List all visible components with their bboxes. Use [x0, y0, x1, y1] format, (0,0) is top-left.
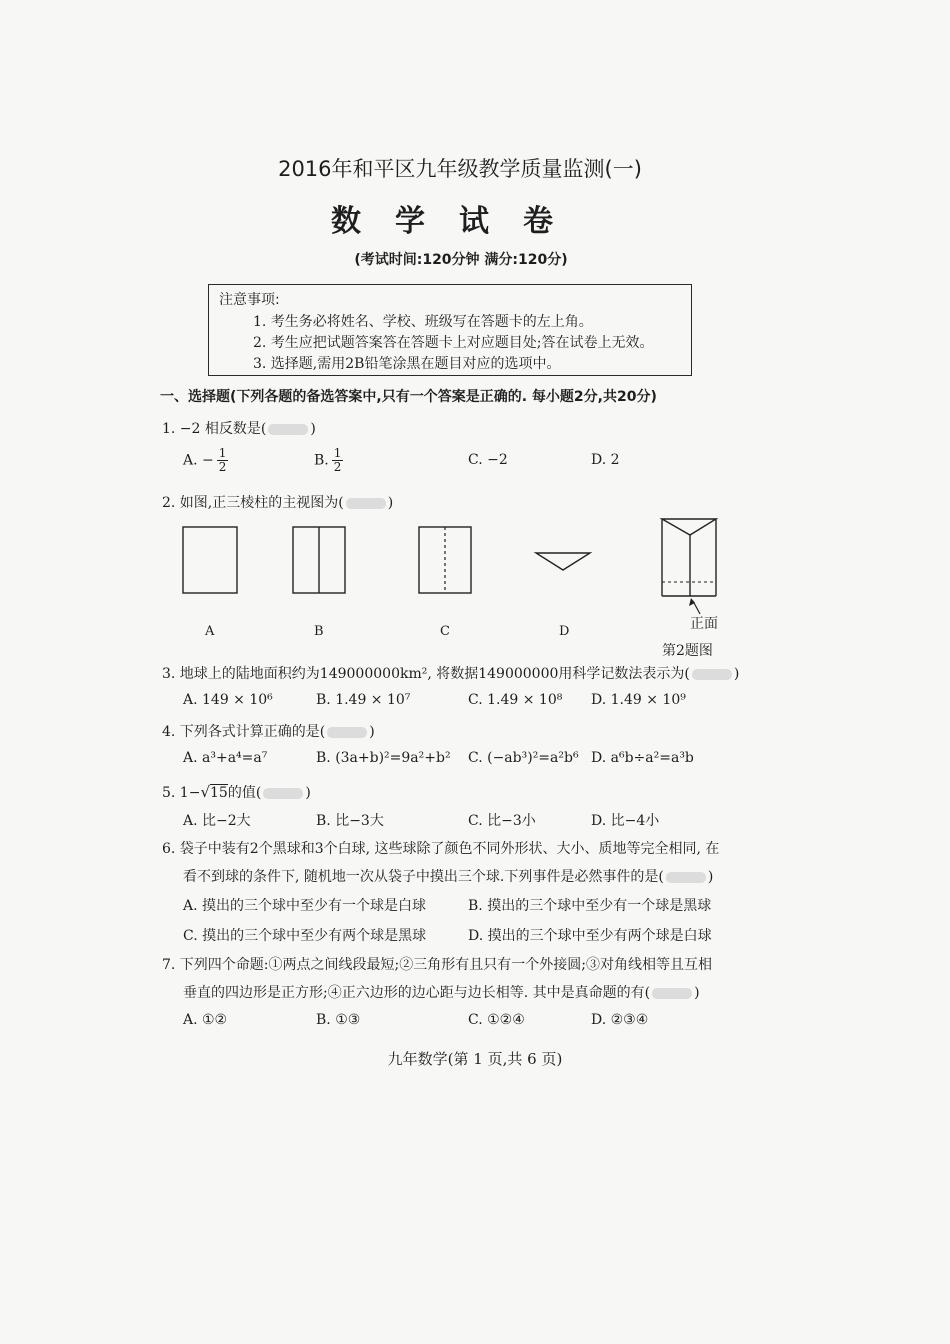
figure-caption: 第2题图 — [662, 643, 713, 659]
q4-option-d: D. a⁶b÷a²=a³b — [591, 750, 694, 766]
answer-blank — [327, 727, 367, 738]
question-4-stem: 4. 下列各式计算正确的是( ) — [162, 724, 375, 740]
figure-label-c: C — [440, 624, 450, 639]
prism-figure — [662, 519, 716, 614]
q7-option-a: A. ①② — [183, 1012, 228, 1028]
question-2-stem: 2. 如图,正三棱柱的主视图为( ) — [162, 495, 394, 511]
q7-option-b: B. ①③ — [316, 1012, 361, 1028]
exam-info: (考试时间:120分钟 满分:120分) — [354, 252, 568, 268]
exam-subject: 数学试卷 — [331, 204, 587, 239]
question-7-line-1: 7. 下列四个命题:①两点之间线段最短;②三角形有且只有一个外接圆;③对角线相等且互相 — [162, 957, 712, 973]
q3-option-d: D. 1.49 × 10⁹ — [591, 692, 686, 708]
q6-option-d: D. 摸出的三个球中至少有两个球是白球 — [468, 928, 712, 944]
figure-label-a: A — [205, 624, 215, 639]
question-3-stem: 3. 地球上的陆地面积约为149000000km², 将数据149000000用科学记数法表示为( ) — [162, 666, 740, 682]
q6-option-b: B. 摸出的三个球中至少有一个球是黑球 — [468, 898, 712, 914]
q4-option-b: B. (3a+b)²=9a²+b² — [316, 750, 451, 766]
notice-item-3: 3. 选择题,需用2B铅笔涂黑在题目对应的选项中。 — [253, 356, 561, 372]
question-1-stem: 1. −2 相反数是( ) — [162, 421, 316, 437]
question-5-stem: 5. 1−√15的值( ) — [162, 783, 311, 801]
page-footer: 九年数学(第 1 页,共 6 页) — [387, 1050, 563, 1068]
q1-option-b: B. $\frac{1}{2}$ — [314, 446, 342, 474]
notice-item-1: 1. 考生务必将姓名、学校、班级写在答题卡的左上角。 — [253, 314, 593, 330]
q4-option-c: C. (−ab³)²=a²b⁶ — [468, 750, 579, 766]
q5-option-d: D. 比−4小 — [591, 813, 660, 829]
notice-title: 注意事项: — [219, 292, 280, 308]
q6-option-c: C. 摸出的三个球中至少有两个球是黑球 — [183, 928, 427, 944]
q3-option-a: A. 149 × 10⁶ — [183, 692, 273, 708]
question-6-line-1: 6. 袋子中装有2个黑球和3个白球, 这些球除了颜色不同外形状、大小、质地等完全相同, 在 — [162, 841, 720, 857]
question-6-line-2: 看不到球的条件下, 随机地一次从袋子中摸出三个球.下列事件是必然事件的是( ) — [183, 869, 714, 885]
q1-option-d: D. 2 — [591, 452, 620, 468]
q3-option-b: B. 1.49 × 10⁷ — [316, 692, 411, 708]
q6-option-a: A. 摸出的三个球中至少有一个球是白球 — [183, 898, 427, 914]
answer-blank — [263, 788, 303, 799]
q1-option-c: C. −2 — [468, 452, 508, 468]
q7-option-d: D. ②③④ — [591, 1012, 649, 1028]
answer-blank — [666, 872, 706, 883]
q5-option-c: C. 比−3小 — [468, 813, 536, 829]
figure-label-b: B — [314, 624, 324, 639]
front-view-label: 正面 — [690, 616, 718, 632]
question-7-line-2: 垂直的四边形是正方形;④正六边形的边心距与边长相等. 其中是真命题的有( ) — [183, 985, 700, 1001]
q5-option-a: A. 比−2大 — [183, 813, 251, 829]
q3-option-c: C. 1.49 × 10⁸ — [468, 692, 563, 708]
section-heading: 一、选择题(下列各题的备选答案中,只有一个答案是正确的. 每小题2分,共20分) — [160, 389, 657, 405]
q1-option-a: A. − $\frac{1}{2}$ — [183, 446, 227, 474]
q7-option-c: C. ①②④ — [468, 1012, 525, 1028]
figure-label-d: D — [559, 624, 570, 639]
exam-title: 2016年和平区九年级教学质量监测(一) — [278, 157, 642, 181]
notice-item-2: 2. 考生应把试题答案答在答题卡上对应题目处;答在试卷上无效。 — [253, 335, 654, 351]
answer-blank — [692, 669, 732, 680]
figure-a-rectangle — [183, 527, 237, 593]
figure-d-triangle — [536, 553, 590, 570]
q5-option-b: B. 比−3大 — [316, 813, 384, 829]
answer-blank — [652, 988, 692, 999]
q4-option-a: A. a³+a⁴=a⁷ — [183, 750, 268, 766]
